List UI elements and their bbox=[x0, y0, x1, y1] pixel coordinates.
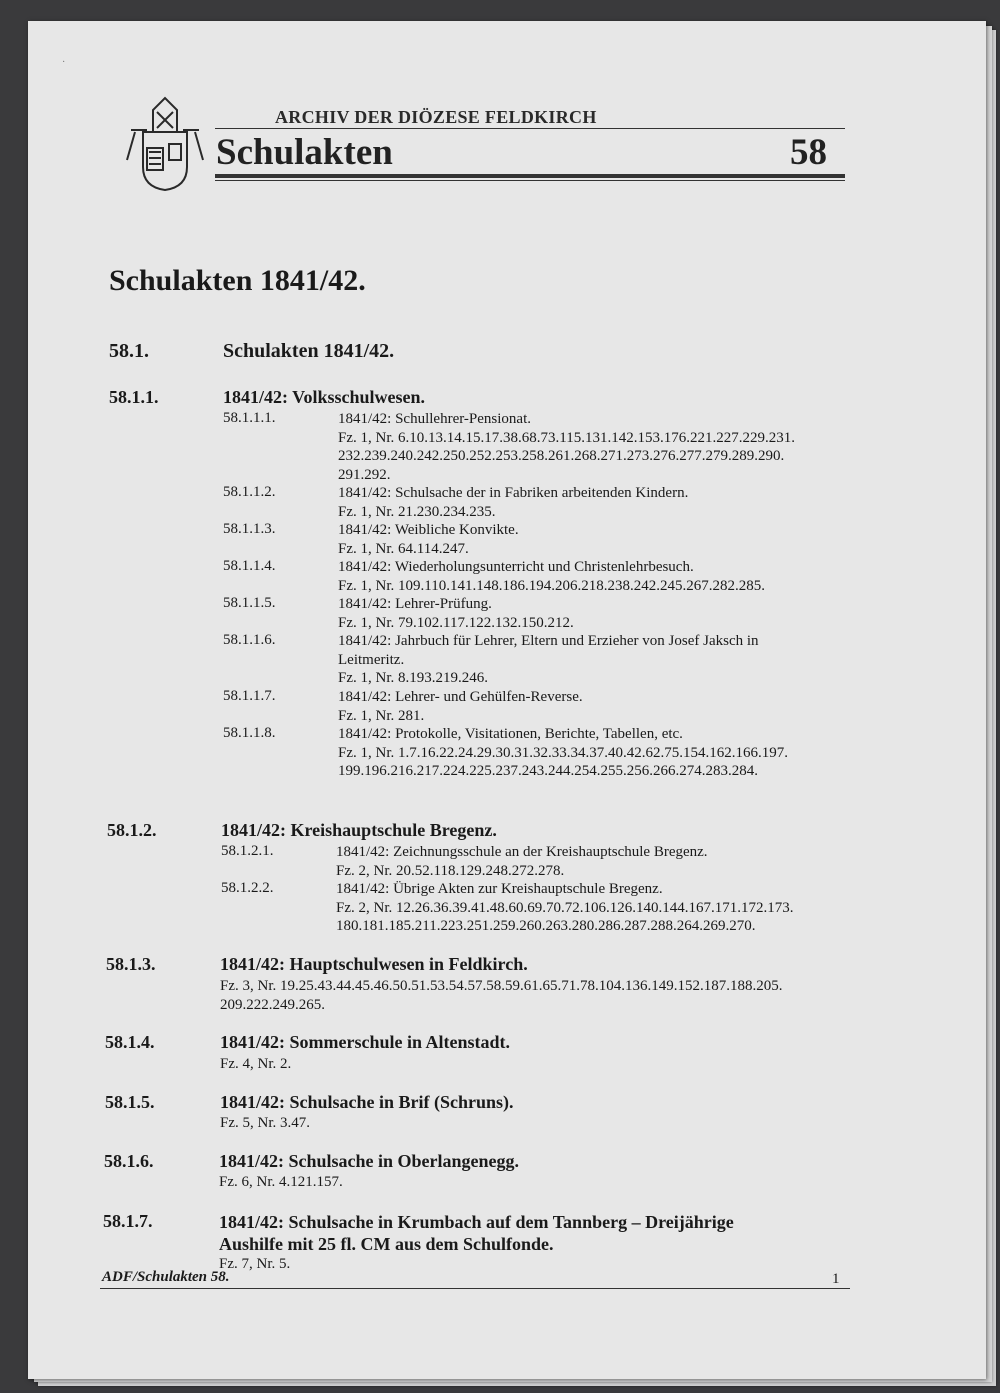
item-text: 1841/42: Protokolle, Visitationen, Berichte, Tabellen, etc. Fz. 1, Nr. 1.7.16.22.24.29.30.31.32.33.34.37.40.42.62.75.154.162.166.197. 199.196.216.217.224.225.237.243.244.254.255.256.266.274.283.284. bbox=[338, 726, 788, 779]
diocese-crest-icon bbox=[125, 92, 205, 192]
item-code: 58.1.1.5. bbox=[223, 595, 276, 611]
item-text: 1841/42: Lehrer- und Gehülfen-Reverse. Fz. 1, Nr. 281. bbox=[338, 689, 583, 724]
paper-speck: · bbox=[62, 57, 66, 68]
series-number: 58 bbox=[790, 132, 827, 173]
header-rule-thick bbox=[215, 174, 845, 178]
item-text: 1841/42: Wiederholungsunterricht und Christenlehrbesuch. Fz. 1, Nr. 109.110.141.148.186.194.206.218.238.242.245.267.282.285. bbox=[338, 559, 765, 594]
item-code: 58.1.1.2. bbox=[223, 484, 276, 500]
section-code: 58.1.2. bbox=[107, 820, 157, 840]
section-code: 58.1. bbox=[109, 340, 149, 362]
archive-name: ARCHIV DER DIÖZESE FELDKIRCH bbox=[275, 107, 597, 127]
section-title: 1841/42: Schulsache in Brif (Schruns). bbox=[220, 1092, 514, 1112]
section-title: 1841/42: Sommerschule in Altenstadt. bbox=[220, 1032, 510, 1052]
section-text: Fz. 4, Nr. 2. bbox=[220, 1056, 292, 1072]
item-text: 1841/42: Schulsache der in Fabriken arbeitenden Kindern. Fz. 1, Nr. 21.230.234.235. bbox=[338, 485, 689, 520]
section-code: 58.1.5. bbox=[105, 1092, 155, 1112]
section-code: 58.1.6. bbox=[104, 1151, 154, 1171]
footer-reference: ADF/Schulakten 58. bbox=[102, 1269, 230, 1285]
section-title: Schulakten 1841/42. bbox=[223, 340, 395, 362]
item-code: 58.1.2.1. bbox=[221, 843, 274, 859]
item-code: 58.1.1.7. bbox=[223, 688, 276, 704]
section-title: 1841/42: Schulsache in Oberlangenegg. bbox=[219, 1151, 520, 1171]
header-rule-top bbox=[215, 128, 845, 129]
item-text: 1841/42: Lehrer-Prüfung. Fz. 1, Nr. 79.102.117.122.132.150.212. bbox=[338, 596, 574, 631]
footer-rule bbox=[100, 1288, 850, 1289]
section-code: 58.1.4. bbox=[105, 1032, 155, 1052]
section-code: 58.1.1. bbox=[109, 387, 159, 407]
item-code: 58.1.1.1. bbox=[223, 410, 276, 426]
section-text: Fz. 7, Nr. 5. bbox=[219, 1256, 291, 1272]
item-code: 58.1.1.6. bbox=[223, 632, 276, 648]
section-code: 58.1.7. bbox=[103, 1211, 153, 1231]
item-text: 1841/42: Zeichnungsschule an der Kreishauptschule Bregenz. Fz. 2, Nr. 20.52.118.129.248.272.278. bbox=[336, 844, 708, 879]
section-title: 1841/42: Volksschulwesen. bbox=[223, 387, 426, 407]
item-text: 1841/42: Jahrbuch für Lehrer, Eltern und Erzieher von Josef Jaksch in Leitmeritz. Fz. 1, Nr. 8.193.219.246. bbox=[338, 633, 759, 686]
item-code: 58.1.1.4. bbox=[223, 558, 276, 574]
page-number: 1 bbox=[832, 1271, 840, 1287]
section-title: 1841/42: Schulsache in Krumbach auf dem Tannberg – Dreijährige Aushilfe mit 25 fl. CM aus dem Schulfonde. bbox=[219, 1212, 734, 1254]
main-title: Schulakten 1841/42. bbox=[109, 264, 366, 297]
item-text: 1841/42: Schullehrer-Pensionat. Fz. 1, Nr. 6.10.13.14.15.17.38.68.73.115.131.142.153.176.221.227.229.231. 232.239.240.242.250.252.253.258.261.268.271.273.276.277.279.289.290. 291.292. bbox=[338, 411, 795, 483]
header-rule-thin bbox=[215, 180, 845, 181]
item-text: 1841/42: Übrige Akten zur Kreishauptschule Bregenz. Fz. 2, Nr. 12.26.36.39.41.48.60.69.70.72.106.126.140.144.167.171.172.173. 180.181.185.211.223.251.259.260.263.280.286.287.288.264.269.270. bbox=[336, 881, 794, 934]
section-text: Fz. 5, Nr. 3.47. bbox=[220, 1115, 310, 1131]
item-text: 1841/42: Weibliche Konvikte. Fz. 1, Nr. 64.114.247. bbox=[338, 522, 519, 557]
item-code: 58.1.1.8. bbox=[223, 725, 276, 741]
section-title: 1841/42: Kreishauptschule Bregenz. bbox=[221, 820, 497, 840]
section-text: Fz. 3, Nr. 19.25.43.44.45.46.50.51.53.54.57.58.59.61.65.71.78.104.136.149.152.187.188.205. 209.222.249.265. bbox=[220, 978, 783, 1013]
item-code: 58.1.2.2. bbox=[221, 880, 274, 896]
section-code: 58.1.3. bbox=[106, 954, 156, 974]
section-text: Fz. 6, Nr. 4.121.157. bbox=[219, 1174, 343, 1190]
item-code: 58.1.1.3. bbox=[223, 521, 276, 537]
section-title: 1841/42: Hauptschulwesen in Feldkirch. bbox=[220, 954, 528, 974]
series-title: Schulakten bbox=[216, 132, 393, 173]
